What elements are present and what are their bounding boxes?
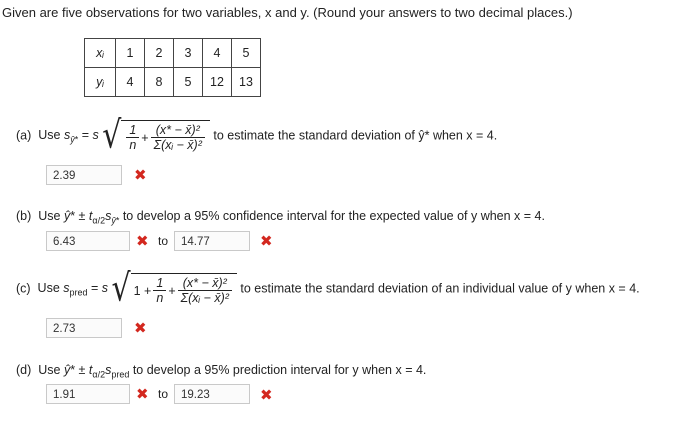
part-a-question (16, 113, 498, 158)
table-cell: 12 (203, 68, 232, 97)
part-c-text: to estimate the standard deviation of an individual value of y when x = 4. (240, 281, 640, 296)
part-d-formula: Use ŷ* ± $t_{\alpha/2}s_{pred}$ (34, 363, 130, 380)
part-c-label: (c) (16, 281, 31, 296)
to-label: to (158, 387, 169, 401)
part-d-question (16, 363, 426, 380)
table-cell: 3 (174, 39, 203, 68)
part-b-text: to develop a 95% confidence interval for the expected value of y when x = 4. (122, 209, 545, 223)
table-cell: 5 (174, 68, 203, 97)
table-cell: 5 (232, 39, 261, 68)
part-d-lower-input[interactable]: 1.91 (46, 384, 130, 404)
part-d-text: to develop a 95% prediction interval for y when x = 4. (132, 363, 427, 377)
part-c-answer-input[interactable]: 2.73 (46, 318, 122, 338)
table-row-x (85, 39, 261, 68)
incorrect-icon: ✖ (134, 320, 147, 337)
incorrect-icon: ✖ (134, 167, 147, 184)
incorrect-icon: ✖ (260, 387, 273, 404)
part-a-answer-input[interactable]: 2.39 (46, 165, 122, 185)
part-b-label: (b) (16, 209, 32, 223)
part-b-formula: Use ŷ* ± $t_{\alpha/2}s_{ŷ*}$ (34, 209, 120, 226)
incorrect-icon: ✖ (136, 233, 149, 250)
table-cell: 8 (145, 68, 174, 97)
question-intro: Given are five observations for two variables, x and y. (Round your answers to two decimal places.) (2, 5, 573, 20)
table-cell: 1 (116, 39, 145, 68)
table-cell: 4 (203, 39, 232, 68)
table-header-y: yᵢ (85, 68, 116, 97)
observation-table (84, 38, 261, 97)
part-d-upper-input[interactable]: 19.23 (174, 384, 250, 404)
part-b-upper-input[interactable]: 14.77 (174, 231, 250, 251)
part-a-text: to estimate the standard deviation of ŷ* when x = 4. (213, 128, 498, 143)
incorrect-icon: ✖ (260, 233, 273, 250)
incorrect-icon: ✖ (136, 386, 149, 403)
table-row-y (85, 68, 261, 97)
part-a-formula: Use $s_{ŷ*} = s$ √ $\frac{1}{n}$ + $\frac{\text{(x* − x̄)²}}{\text{Σ(xᵢ − x̄)²}}$ (35, 128, 214, 142)
part-c-question (16, 266, 640, 311)
part-c-formula: Use $s_{pred} = s$ √ 1 + $\frac{1}{n}$ + $\frac{\text{(x* − x̄)²}}{\text{Σ(xᵢ − x̄)²}}$ (34, 281, 240, 295)
table-cell: 13 (232, 68, 261, 97)
part-a-label: (a) (16, 128, 32, 143)
table-header-x: xᵢ (85, 39, 116, 68)
part-b-question (16, 209, 545, 226)
to-label: to (158, 234, 169, 248)
part-b-lower-input[interactable]: 6.43 (46, 231, 130, 251)
table-cell: 4 (116, 68, 145, 97)
table-cell: 2 (145, 39, 174, 68)
part-d-label: (d) (16, 363, 32, 377)
